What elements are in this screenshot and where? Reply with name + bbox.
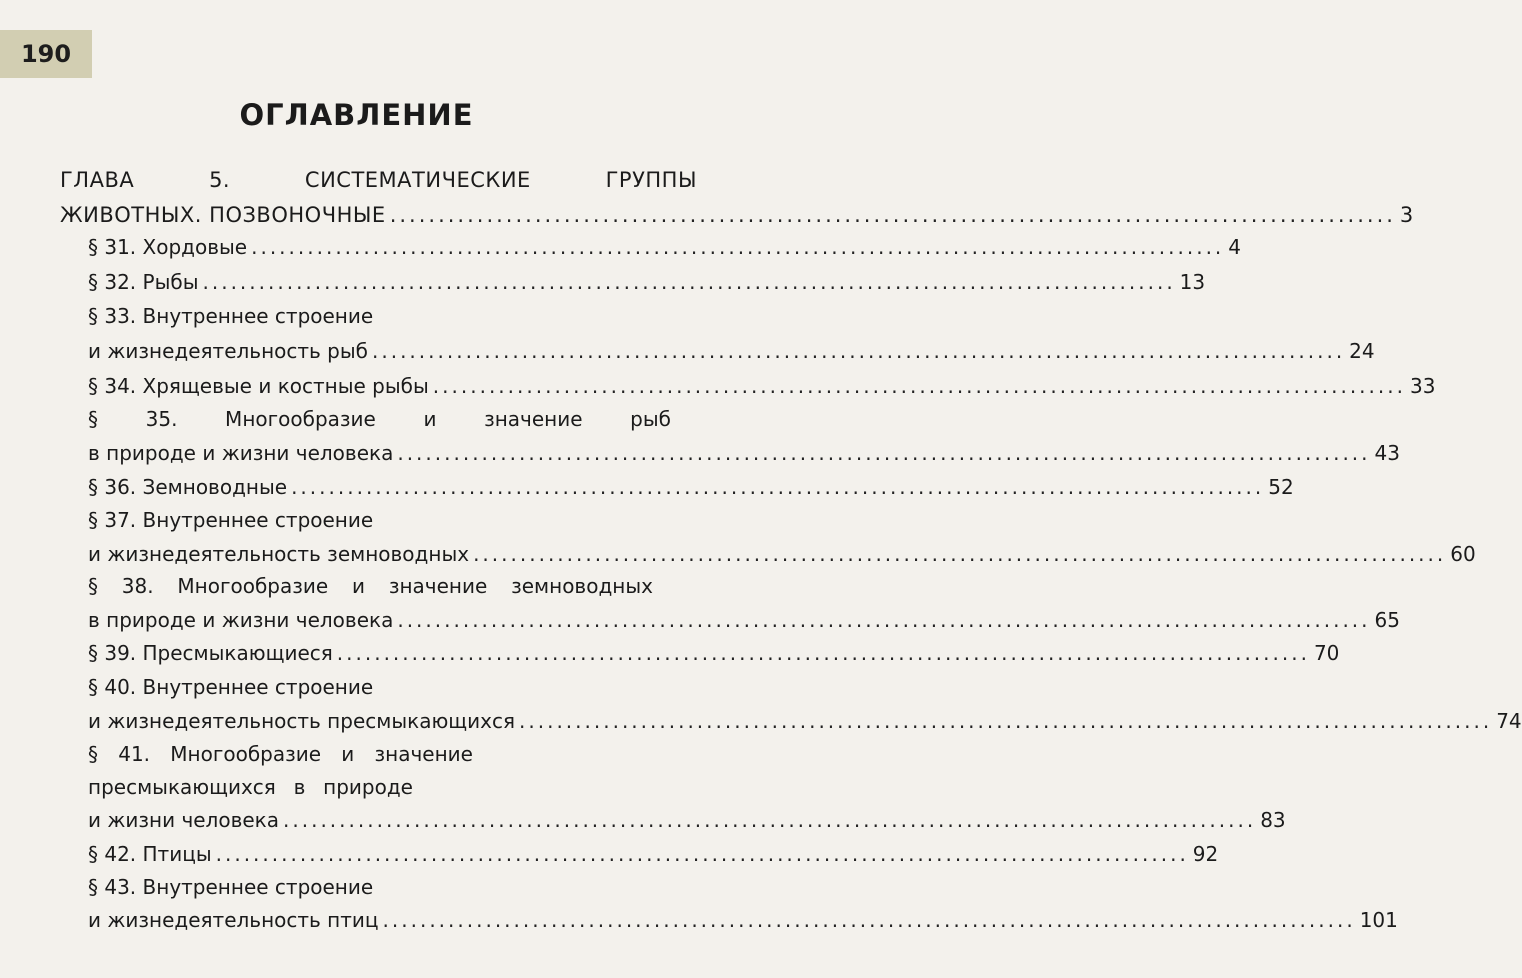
dot-leader: ........................................................................................................ xyxy=(382,908,1356,932)
toc-entry-text: в природе и жизни человека xyxy=(88,608,394,632)
chapter-heading-line1: ГЛАВА 5. СИСТЕМАТИЧЕСКИЕ ГРУППЫ xyxy=(60,168,697,192)
dot-leader: ........................................................................................................ xyxy=(202,270,1176,294)
toc-entry-heading[interactable]: § 33. Внутреннее строение xyxy=(88,304,374,328)
toc-entry-text: § 39. Пресмыкающиеся xyxy=(88,641,333,665)
dot-leader: ........................................................................................................ xyxy=(473,542,1447,566)
toc-entry-text: и жизнедеятельность рыб xyxy=(88,339,368,363)
toc-entry-page: 43 xyxy=(1374,441,1400,465)
toc-entry-text: и жизнедеятельность птиц xyxy=(88,908,379,932)
toc-entry-heading[interactable]: § 37. Внутреннее строение xyxy=(88,508,374,532)
toc-entry-page: 33 xyxy=(1409,374,1436,398)
toc-entry-page: 60 xyxy=(1450,542,1476,566)
toc-entry-page: 24 xyxy=(1349,339,1375,363)
dot-leader: ........................................................................................................ xyxy=(336,641,1310,665)
toc-entry-text: и жизнедеятельность земноводных xyxy=(88,542,470,566)
toc-entry[interactable] xyxy=(88,906,1398,934)
page-number: 190 xyxy=(20,40,72,68)
toc-entry[interactable] xyxy=(88,639,1340,667)
toc-entry-text: § 42. Птицы xyxy=(88,842,212,866)
toc-entry-text: в природе и жизни человека xyxy=(88,441,394,465)
toc-entry-text: § 34. Хрящевые и костные рыбы xyxy=(88,374,429,398)
dot-leader: ........................................................................................................ xyxy=(389,203,1396,227)
toc-entry-text: и жизнедеятельность пресмыкающихся xyxy=(88,709,516,733)
toc-entry[interactable] xyxy=(88,606,1400,634)
page-title: ОГЛАВЛЕНИЕ xyxy=(239,98,474,132)
dot-leader: ........................................................................................................ xyxy=(215,842,1189,866)
toc-entry[interactable] xyxy=(88,707,1522,735)
toc-entry[interactable] xyxy=(88,337,1375,365)
dot-leader: ........................................................................................................ xyxy=(397,441,1371,465)
dot-leader: ........................................................................................................ xyxy=(432,374,1406,398)
toc-entry-page: 92 xyxy=(1192,842,1219,866)
dot-leader: ........................................................................................................ xyxy=(372,339,1346,363)
toc-entry-page: 65 xyxy=(1374,608,1400,632)
toc-entry-heading[interactable]: § 40. Внутреннее строение xyxy=(88,675,374,699)
chapter-heading-text: ЖИВОТНЫХ. ПОЗВОНОЧНЫЕ xyxy=(60,203,386,227)
toc-entry-page: 101 xyxy=(1359,908,1398,932)
toc-entry[interactable] xyxy=(88,268,1206,296)
toc-entry-heading-line2[interactable]: пресмыкающихся в природе xyxy=(88,775,413,799)
toc-entry[interactable] xyxy=(88,540,1476,568)
toc-entry-page: 13 xyxy=(1179,270,1206,294)
toc-entry[interactable] xyxy=(88,840,1219,868)
toc-entry-text: и жизни человека xyxy=(88,808,280,832)
toc-entry-page: 4 xyxy=(1228,235,1242,259)
toc-entry-page: 70 xyxy=(1313,641,1340,665)
dot-leader: ........................................................................................................ xyxy=(283,808,1257,832)
toc-entry-page: 83 xyxy=(1260,808,1286,832)
toc-entry-text: § 31. Хордовые xyxy=(88,235,248,259)
toc-entry-heading[interactable]: § 41. Многообразие и значение xyxy=(88,742,473,766)
toc-entry-page: 74 xyxy=(1496,709,1522,733)
toc-entry[interactable] xyxy=(88,439,1400,467)
toc-entry[interactable] xyxy=(88,473,1294,501)
toc-entry[interactable] xyxy=(88,372,1436,400)
toc-entry-heading[interactable]: § 38. Многообразие и значение земноводных xyxy=(88,574,653,598)
dot-leader: ........................................................................................................ xyxy=(397,608,1371,632)
dot-leader: ........................................................................................................ xyxy=(291,475,1265,499)
chapter-page-number: 3 xyxy=(1399,203,1414,227)
toc-entry[interactable] xyxy=(88,233,1242,261)
dot-leader: ........................................................................................................ xyxy=(251,235,1225,259)
toc-entry-heading[interactable]: § 43. Внутреннее строение xyxy=(88,875,374,899)
dot-leader: ........................................................................................................ xyxy=(519,709,1493,733)
toc-entry-text: § 36. Земноводные xyxy=(88,475,288,499)
toc-entry[interactable] xyxy=(88,806,1286,834)
chapter-heading-line2[interactable] xyxy=(60,201,1414,229)
toc-entry-page: 52 xyxy=(1268,475,1294,499)
toc-entry-heading[interactable]: § 35. Многообразие и значение рыб xyxy=(88,407,671,431)
toc-entry-text: § 32. Рыбы xyxy=(88,270,199,294)
